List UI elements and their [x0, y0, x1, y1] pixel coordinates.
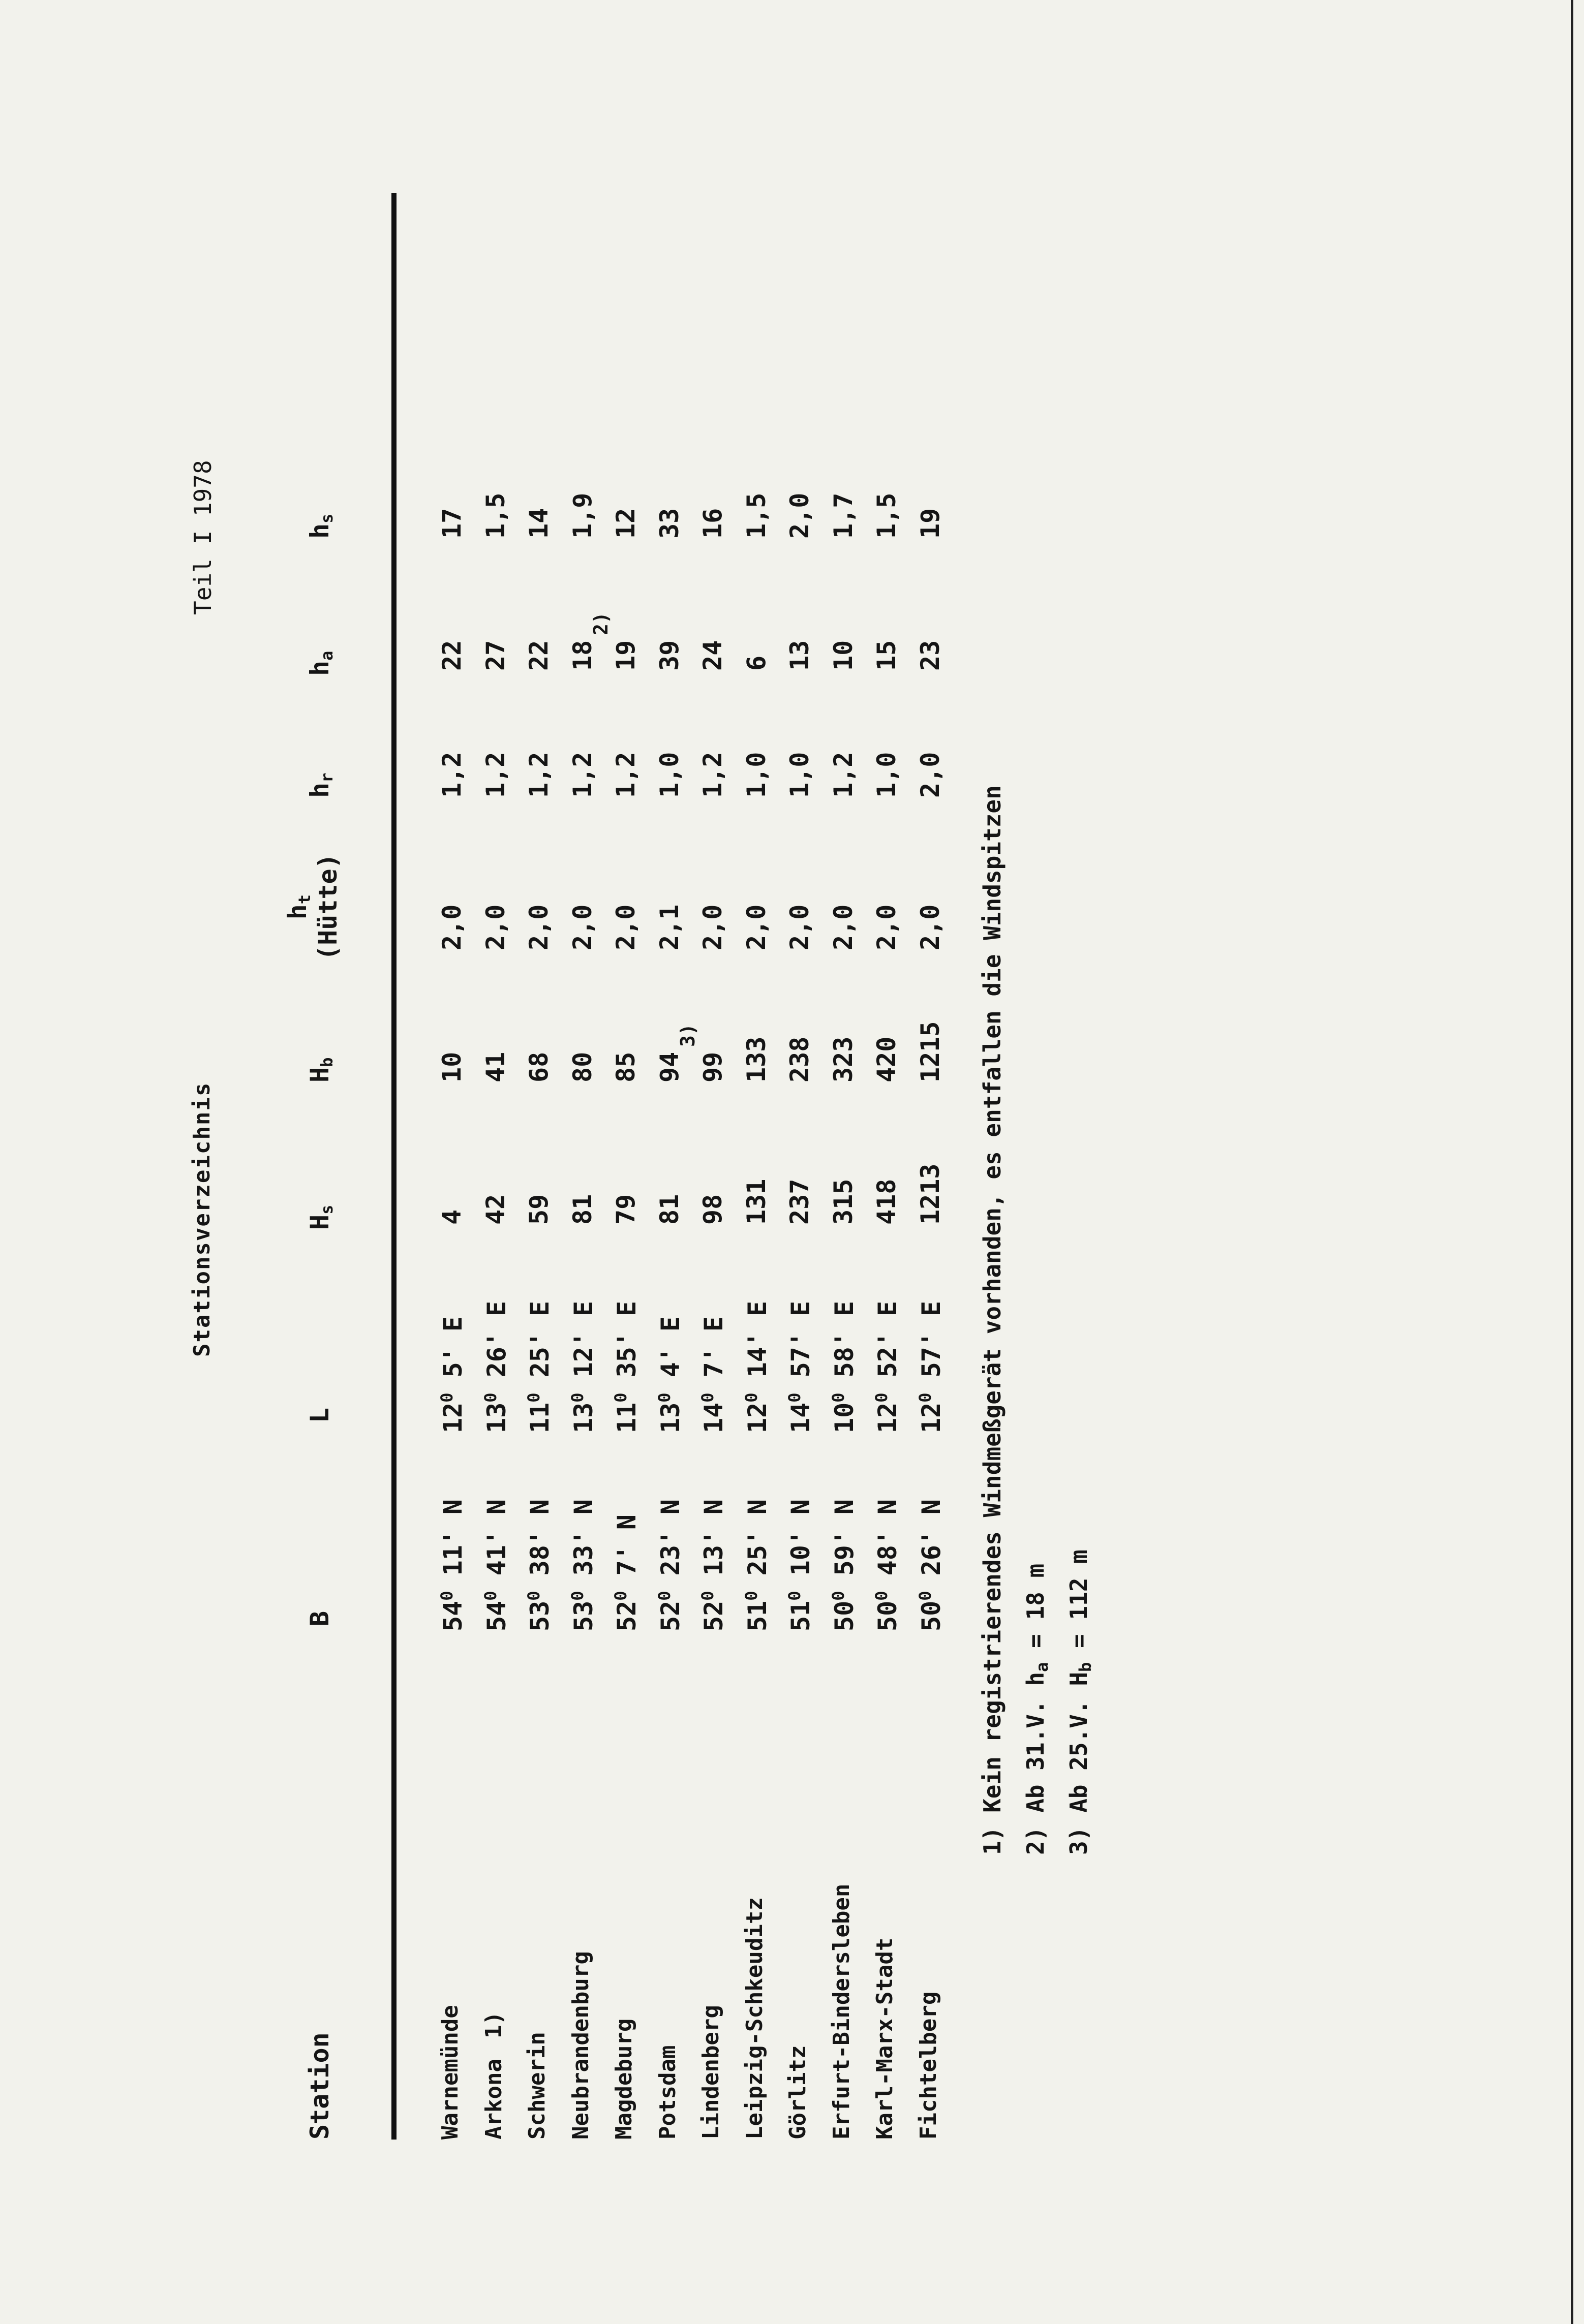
thermometer-height: 2,0	[698, 904, 727, 950]
rain-gauge-height: 1,2	[698, 752, 727, 798]
header-b: B	[305, 1610, 334, 1626]
header-ht: $h_t$ (Hütte)	[283, 853, 343, 960]
thermometer-height: 2,0	[872, 904, 901, 950]
station-name: Görlitz	[785, 2045, 811, 2140]
anemometer-height: 22	[524, 640, 554, 671]
page-edge-line	[1571, 0, 1573, 2324]
rain-gauge-height: 1,2	[480, 752, 510, 798]
longitude: $13^0$ 26' E	[480, 1300, 511, 1433]
longitude: $12^0$ 14' E	[741, 1300, 772, 1433]
latitude: $52^0$ 13' N	[698, 1499, 728, 1631]
latitude: $53^0$ 38' N	[524, 1499, 555, 1631]
thermometer-height: 2,0	[524, 904, 554, 950]
station-height: 81	[567, 1194, 597, 1225]
anemometer-height: 19 2)	[590, 612, 641, 671]
station-height: 237	[785, 1179, 814, 1225]
longitude: $13^0$ 12' E	[567, 1300, 598, 1433]
longitude: $11^0$ 35' E	[611, 1300, 642, 1433]
footnote-2: 2) Ab 31.V. $h_a = 18$ m	[1022, 1563, 1052, 1855]
anemometer-height: 10	[828, 640, 858, 671]
anemometer-height: 18	[567, 640, 597, 671]
rain-gauge-height: 1,0	[872, 752, 901, 798]
station-height: 418	[872, 1179, 901, 1225]
sunshine-recorder-height: 1,7	[828, 492, 858, 539]
sunshine-recorder-height: 17	[437, 508, 467, 539]
header-Hb: $H_b$	[305, 1057, 337, 1082]
header-l: L	[305, 1407, 334, 1423]
part-year-label: Teil I 1978	[189, 460, 217, 615]
barometer-height: 41	[480, 1051, 510, 1082]
sunshine-recorder-height: 2,0	[785, 492, 814, 539]
longitude: $14^0$ 57' E	[785, 1300, 815, 1433]
station-name: Potsdam	[654, 2045, 681, 2140]
latitude: $52^0$ 23' N	[654, 1499, 685, 1631]
sunshine-recorder-height: 19	[915, 508, 945, 539]
header-hr: $h_r$	[305, 772, 337, 798]
latitude: $50^0$ 48' N	[872, 1499, 902, 1631]
anemometer-height: 13	[785, 640, 814, 671]
barometer-height: 1215	[915, 1021, 945, 1082]
sunshine-recorder-height: 33	[654, 508, 684, 539]
barometer-height: 10	[437, 1051, 467, 1082]
latitude: $50^0$ 59' N	[828, 1499, 859, 1631]
station-name: Magdeburg	[611, 2018, 637, 2140]
latitude: $54^0$ 11' N	[437, 1499, 468, 1631]
anemometer-height: 6	[741, 655, 771, 671]
longitude: $12^0$ 52' E	[872, 1300, 902, 1433]
thermometer-height: 2,0	[567, 904, 597, 950]
barometer-height: 85	[611, 1051, 641, 1082]
station-height: 42	[480, 1194, 510, 1225]
anemometer-height: 15	[872, 640, 901, 671]
page-title: Stationsverzeichnis	[189, 1081, 215, 1357]
thermometer-height: 2,0	[741, 904, 771, 950]
barometer-height: 80	[567, 1051, 597, 1082]
latitude: $53^0$ 33' N	[567, 1499, 598, 1631]
rain-gauge-height: 1,0	[785, 752, 814, 798]
barometer-height: 94	[654, 1051, 684, 1082]
thermometer-height: 2,0	[915, 904, 945, 950]
sunshine-recorder-height: 1,5	[480, 492, 510, 539]
thermometer-height: 2,0	[828, 904, 858, 950]
longitude: $12^0$ 5' E	[437, 1316, 468, 1433]
rotated-table-sheet	[153, 178, 1245, 2140]
header-ha: $h_a$	[305, 650, 337, 676]
rain-gauge-height: 1,0	[654, 752, 684, 798]
sunshine-recorder-height: 1,5	[741, 492, 771, 539]
rain-gauge-height: 2,0	[915, 752, 945, 798]
rain-gauge-height: 1,2	[524, 752, 554, 798]
latitude: $51^0$ 10' N	[785, 1499, 815, 1631]
anemometer-height: 39	[654, 640, 684, 671]
footnote-1: 1) Kein registrierendes Windmeßgerät vorhanden, es entfallen die Windspitzen	[979, 785, 1006, 1855]
header-Hs: $H_s$	[305, 1204, 337, 1230]
station-height: 98	[698, 1194, 727, 1225]
station-name: Neubrandenburg	[567, 1951, 594, 2140]
longitude: $12^0$ 57' E	[915, 1300, 946, 1433]
sunshine-recorder-height: 12	[611, 508, 641, 539]
rain-gauge-height: 1,2	[611, 752, 641, 798]
station-height: 131	[741, 1179, 771, 1225]
longitude: $14^0$ 7' E	[698, 1316, 728, 1433]
header-station: Station	[305, 2032, 334, 2140]
station-name: Fichtelberg	[915, 1991, 941, 2140]
latitude: $50^0$ 26' N	[915, 1499, 946, 1631]
sunshine-recorder-height: 1,9	[567, 492, 597, 539]
anemometer-height: 23	[915, 640, 945, 671]
station-name: Erfurt-Bindersleben	[828, 1883, 855, 2140]
anemometer-height: 22	[437, 640, 467, 671]
latitude: $52^0$ 7' N	[611, 1514, 642, 1631]
footnote-3: 3) Ab 25.V. $H_b = 112$ m	[1065, 1550, 1095, 1855]
longitude: $13^0$ 4' E	[654, 1316, 685, 1433]
rain-gauge-height: 1,2	[567, 752, 597, 798]
rain-gauge-height: 1,2	[437, 752, 467, 798]
sunshine-recorder-height: 1,5	[872, 492, 901, 539]
thermometer-height: 2,0	[480, 904, 510, 950]
anemometer-height: 27	[480, 640, 510, 671]
rain-gauge-height: 1,2	[828, 752, 858, 798]
barometer-height: 323	[828, 1036, 858, 1082]
header-rule	[391, 193, 397, 2140]
latitude: $51^0$ 25' N	[741, 1499, 772, 1631]
thermometer-height: 2,0	[437, 904, 467, 950]
longitude: $10^0$ 58' E	[828, 1300, 859, 1433]
station-name: Leipzig-Schkeuditz	[741, 1897, 768, 2140]
table-row	[916, 178, 966, 2140]
barometer-height: 68	[524, 1051, 554, 1082]
latitude: $54^0$ 41' N	[480, 1499, 511, 1631]
rain-gauge-height: 1,0	[741, 752, 771, 798]
station-height: 315	[828, 1179, 858, 1225]
station-height: 81	[654, 1194, 684, 1225]
barometer-height: 133	[741, 1036, 771, 1082]
station-height: 4	[437, 1209, 467, 1225]
barometer-height: 238	[785, 1036, 814, 1082]
station-name: Lindenberg	[698, 2005, 724, 2140]
anemometer-height: 24	[698, 640, 727, 671]
station-name: Schwerin	[524, 2032, 550, 2140]
thermometer-height: 2,1	[654, 904, 684, 950]
station-name: Karl-Marx-Stadt	[872, 1937, 898, 2140]
sunshine-recorder-height: 14	[524, 508, 554, 539]
sunshine-recorder-height: 16	[698, 508, 727, 539]
station-height: 1213	[915, 1163, 945, 1225]
barometer-height: 99 3)	[677, 1024, 727, 1082]
barometer-height: 420	[872, 1036, 901, 1082]
station-height: 79	[611, 1194, 641, 1225]
station-height: 59	[524, 1194, 554, 1225]
header-hs: $h_s$	[305, 513, 337, 539]
station-name: Arkona1)	[480, 2011, 507, 2140]
thermometer-height: 2,0	[611, 904, 641, 950]
thermometer-height: 2,0	[785, 904, 814, 950]
longitude: $11^0$ 25' E	[524, 1300, 555, 1433]
station-name: Warnemünde	[437, 2005, 463, 2140]
